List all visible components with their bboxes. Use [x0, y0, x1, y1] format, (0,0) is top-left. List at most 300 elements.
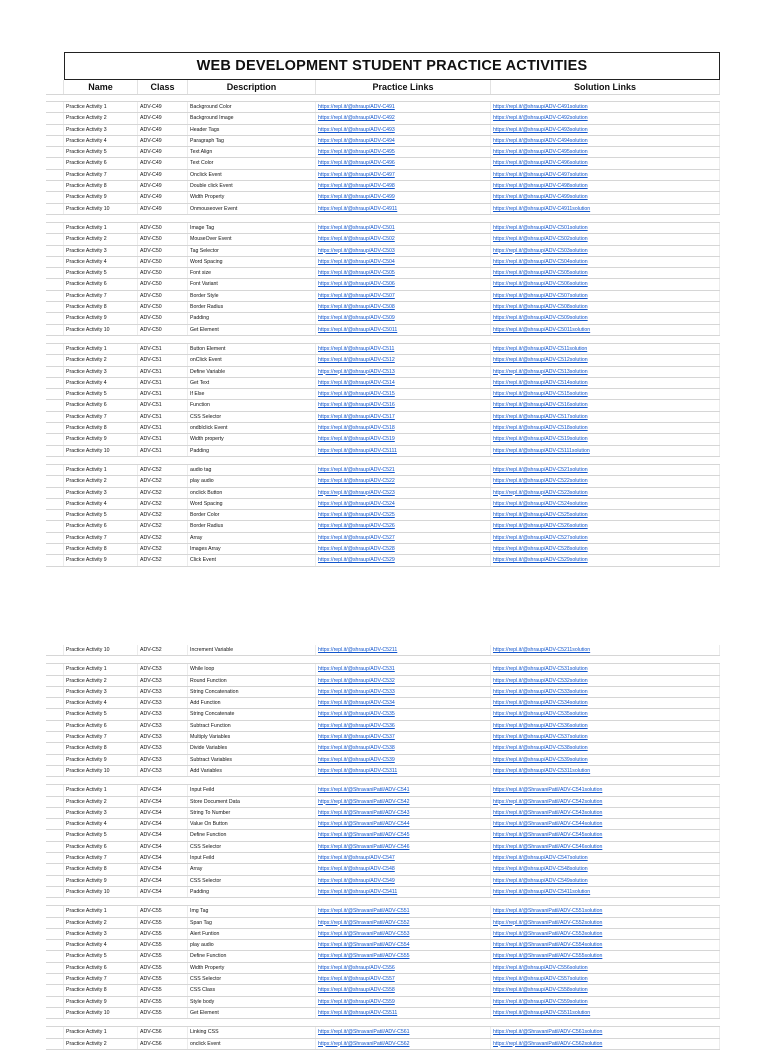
name-cell: Practice Activity 9 — [64, 192, 138, 202]
description-cell: Onmouseover Event — [188, 204, 316, 214]
practice-link[interactable]: https://repl.it/@shraup/ADV-C514 — [316, 378, 491, 388]
row-gutter — [46, 279, 64, 289]
class-cell: ADV-C54 — [138, 853, 188, 863]
practice-link[interactable]: https://repl.it/@shraup/ADV-C508 — [316, 302, 491, 312]
solution-link[interactable]: https://repl.it/@shraup/ADV-C548solution — [491, 864, 720, 874]
class-cell: ADV-C49 — [138, 192, 188, 202]
description-cell: While loop — [188, 664, 316, 674]
solution-link[interactable]: https://repl.it/@shraup/ADV-C503solution — [491, 246, 720, 256]
solution-link[interactable]: https://repl.it/@shraup/ADV-C531solution — [491, 664, 720, 674]
practice-link[interactable]: https://repl.it/@shraup/ADV-C495 — [316, 147, 491, 157]
description-cell: If Else — [188, 389, 316, 399]
description-cell: Get Text — [188, 378, 316, 388]
solution-link[interactable]: https://repl.it/@ShravaniPatil/ADV-C543solution — [491, 808, 720, 818]
practice-link[interactable]: https://repl.it/@ShravaniPatil/ADV-C562 — [316, 1039, 491, 1049]
name-cell: Practice Activity 3 — [64, 687, 138, 697]
solution-link[interactable]: https://repl.it/@shraup/ADV-C516solution — [491, 400, 720, 410]
description-cell: Font size — [188, 268, 316, 278]
class-cell: ADV-C49 — [138, 158, 188, 168]
practice-link[interactable]: https://repl.it/@shraup/ADV-C534 — [316, 698, 491, 708]
solution-link[interactable]: https://repl.it/@shraup/ADV-C4911solution — [491, 204, 720, 214]
practice-link[interactable]: https://repl.it/@shraup/ADV-C499 — [316, 192, 491, 202]
class-cell: ADV-C53 — [138, 732, 188, 742]
row-gutter — [46, 499, 64, 509]
table-row — [46, 446, 720, 457]
table-row — [46, 929, 720, 940]
practice-link[interactable]: https://repl.it/@ShravaniPatil/ADV-C546 — [316, 842, 491, 852]
table-row — [46, 819, 720, 830]
class-cell: ADV-C56 — [138, 1027, 188, 1037]
description-cell: Define Function — [188, 951, 316, 961]
description-cell: Get Element — [188, 1008, 316, 1018]
solution-link[interactable]: https://repl.it/@ShravaniPatil/ADV-C545solution — [491, 830, 720, 840]
practice-link[interactable]: https://repl.it/@shraup/ADV-C525 — [316, 510, 491, 520]
row-gutter — [46, 367, 64, 377]
table-row — [46, 499, 720, 510]
blank-row — [46, 777, 720, 785]
name-cell: Practice Activity 10 — [64, 204, 138, 214]
solution-link[interactable]: https://repl.it/@shraup/ADV-C519solution — [491, 434, 720, 444]
table-row — [46, 876, 720, 887]
practice-link[interactable]: https://repl.it/@shraup/ADV-C556 — [316, 963, 491, 973]
practice-link[interactable]: https://repl.it/@shraup/ADV-C506 — [316, 279, 491, 289]
solution-link[interactable]: https://repl.it/@shraup/ADV-C528solution — [491, 544, 720, 554]
table-row — [46, 378, 720, 389]
description-cell: Width Property — [188, 963, 316, 973]
solution-link[interactable]: https://repl.it/@ShravaniPatil/ADV-C551solution — [491, 906, 720, 916]
practice-link[interactable]: https://repl.it/@ShravaniPatil/ADV-C561 — [316, 1027, 491, 1037]
table-row — [46, 423, 720, 434]
solution-link[interactable]: https://repl.it/@shraup/ADV-C5011solution — [491, 325, 720, 335]
solution-link[interactable]: https://repl.it/@shraup/ADV-C497solution — [491, 170, 720, 180]
description-cell: Add Variables — [188, 766, 316, 776]
name-cell: Practice Activity 4 — [64, 499, 138, 509]
name-cell: Practice Activity 4 — [64, 257, 138, 267]
solution-link[interactable]: https://repl.it/@ShravaniPatil/ADV-C544solution — [491, 819, 720, 829]
practice-link[interactable]: https://repl.it/@shraup/ADV-C497 — [316, 170, 491, 180]
solution-link[interactable]: https://repl.it/@ShravaniPatil/ADV-C541solution — [491, 785, 720, 795]
solution-link[interactable]: https://repl.it/@ShravaniPatil/ADV-C542solution — [491, 797, 720, 807]
class-cell: ADV-C53 — [138, 766, 188, 776]
practice-link[interactable]: https://repl.it/@shraup/ADV-C502 — [316, 234, 491, 244]
solution-link[interactable]: https://repl.it/@shraup/ADV-C496solution — [491, 158, 720, 168]
description-cell: Increment Variable — [188, 645, 316, 655]
class-cell: ADV-C54 — [138, 842, 188, 852]
solution-link[interactable]: https://repl.it/@shraup/ADV-C532solution — [491, 676, 720, 686]
table-row — [46, 940, 720, 951]
practice-link[interactable]: https://repl.it/@shraup/ADV-C559 — [316, 997, 491, 1007]
solution-link[interactable]: https://repl.it/@shraup/ADV-C491solution — [491, 102, 720, 112]
class-cell: ADV-C54 — [138, 830, 188, 840]
row-gutter — [46, 378, 64, 388]
row-gutter — [46, 412, 64, 422]
solution-link[interactable]: https://repl.it/@shraup/ADV-C535solution — [491, 709, 720, 719]
practice-link[interactable]: https://repl.it/@shraup/ADV-C496 — [316, 158, 491, 168]
practice-link[interactable]: https://repl.it/@shraup/ADV-C531 — [316, 664, 491, 674]
solution-link[interactable]: https://repl.it/@shraup/ADV-C522solution — [491, 476, 720, 486]
description-cell: Array — [188, 864, 316, 874]
table-row — [46, 257, 720, 268]
name-cell: Practice Activity 2 — [64, 676, 138, 686]
solution-link[interactable]: https://repl.it/@shraup/ADV-C515solution — [491, 389, 720, 399]
solution-link[interactable]: https://repl.it/@ShravaniPatil/ADV-C555solution — [491, 951, 720, 961]
class-cell: ADV-C55 — [138, 963, 188, 973]
practice-link[interactable]: https://repl.it/@shraup/ADV-C536 — [316, 721, 491, 731]
solution-link[interactable]: https://repl.it/@shraup/ADV-C526solution — [491, 521, 720, 531]
spreadsheet-page-1 — [46, 52, 720, 567]
name-cell: Practice Activity 3 — [64, 367, 138, 377]
practice-link[interactable]: https://repl.it/@shraup/ADV-C533 — [316, 687, 491, 697]
table-row — [46, 204, 720, 215]
row-gutter — [46, 136, 64, 146]
table-row — [46, 158, 720, 169]
class-cell: ADV-C49 — [138, 170, 188, 180]
practice-link[interactable]: https://repl.it/@shraup/ADV-C558 — [316, 985, 491, 995]
table-row — [46, 797, 720, 808]
practice-link[interactable]: https://repl.it/@ShravaniPatil/ADV-C545 — [316, 830, 491, 840]
solution-link[interactable]: https://repl.it/@shraup/ADV-C5311solution — [491, 766, 720, 776]
class-cell: ADV-C55 — [138, 940, 188, 950]
table-row — [46, 344, 720, 355]
solution-link[interactable]: https://repl.it/@ShravaniPatil/ADV-C561solution — [491, 1027, 720, 1037]
description-cell: String Concatenate — [188, 709, 316, 719]
practice-link[interactable]: https://repl.it/@ShravaniPatil/ADV-C543 — [316, 808, 491, 818]
practice-link[interactable]: https://repl.it/@shraup/ADV-C493 — [316, 125, 491, 135]
class-cell: ADV-C54 — [138, 808, 188, 818]
description-cell: Define Function — [188, 830, 316, 840]
description-cell: Border Radius — [188, 521, 316, 531]
description-cell: CSS Selector — [188, 876, 316, 886]
solution-link[interactable]: https://repl.it/@shraup/ADV-C511solution — [491, 344, 720, 354]
name-cell: Practice Activity 10 — [64, 766, 138, 776]
practice-link[interactable]: https://repl.it/@shraup/ADV-C538 — [316, 743, 491, 753]
description-cell: Padding — [188, 446, 316, 456]
table-row — [46, 1027, 720, 1038]
practice-link[interactable]: https://repl.it/@shraup/ADV-C549 — [316, 876, 491, 886]
practice-link[interactable]: https://repl.it/@shraup/ADV-C511 — [316, 344, 491, 354]
row-gutter — [46, 181, 64, 191]
name-cell: Practice Activity 8 — [64, 181, 138, 191]
practice-link[interactable]: https://repl.it/@shraup/ADV-C548 — [316, 864, 491, 874]
solution-link[interactable]: https://repl.it/@shraup/ADV-C492solution — [491, 113, 720, 123]
table-row — [46, 698, 720, 709]
class-cell: ADV-C52 — [138, 555, 188, 565]
solution-link[interactable]: https://repl.it/@shraup/ADV-C523solution — [491, 488, 720, 498]
practice-link[interactable]: https://repl.it/@ShravaniPatil/ADV-C555 — [316, 951, 491, 961]
practice-link[interactable]: https://repl.it/@shraup/ADV-C504 — [316, 257, 491, 267]
practice-link[interactable]: https://repl.it/@shraup/ADV-C516 — [316, 400, 491, 410]
spreadsheet-page-2 — [46, 645, 720, 1050]
description-cell: onclick Button — [188, 488, 316, 498]
practice-link[interactable]: https://repl.it/@shraup/ADV-C5111 — [316, 446, 491, 456]
solution-link[interactable]: https://repl.it/@ShravaniPatil/ADV-C553solution — [491, 929, 720, 939]
table-row — [46, 743, 720, 754]
class-cell: ADV-C54 — [138, 819, 188, 829]
table-row — [46, 521, 720, 532]
solution-link[interactable]: https://repl.it/@shraup/ADV-C559solution — [491, 997, 720, 1007]
solution-link[interactable]: https://repl.it/@shraup/ADV-C502solution — [491, 234, 720, 244]
practice-link[interactable]: https://repl.it/@shraup/ADV-C523 — [316, 488, 491, 498]
practice-link[interactable]: https://repl.it/@shraup/ADV-C503 — [316, 246, 491, 256]
practice-link[interactable]: https://repl.it/@shraup/ADV-C532 — [316, 676, 491, 686]
solution-link[interactable]: https://repl.it/@shraup/ADV-C524solution — [491, 499, 720, 509]
name-cell: Practice Activity 2 — [64, 918, 138, 928]
blank-row — [46, 336, 720, 344]
solution-link[interactable]: https://repl.it/@shraup/ADV-C556solution — [491, 963, 720, 973]
name-cell: Practice Activity 7 — [64, 291, 138, 301]
solution-link[interactable]: https://repl.it/@shraup/ADV-C494solution — [491, 136, 720, 146]
solution-link[interactable]: https://repl.it/@shraup/ADV-C536solution — [491, 721, 720, 731]
class-cell: ADV-C55 — [138, 997, 188, 1007]
name-cell: Practice Activity 5 — [64, 147, 138, 157]
practice-link[interactable]: https://repl.it/@ShravaniPatil/ADV-C541 — [316, 785, 491, 795]
description-cell: Text Color — [188, 158, 316, 168]
name-cell: Practice Activity 6 — [64, 158, 138, 168]
blank-row — [46, 215, 720, 223]
description-cell: audio tag — [188, 465, 316, 475]
name-cell: Practice Activity 6 — [64, 721, 138, 731]
description-cell: Header Tags — [188, 125, 316, 135]
solution-link[interactable]: https://repl.it/@shraup/ADV-C5511solution — [491, 1008, 720, 1018]
solution-link[interactable]: https://repl.it/@shraup/ADV-C537solution — [491, 732, 720, 742]
row-gutter — [46, 906, 64, 916]
name-cell: Practice Activity 1 — [64, 906, 138, 916]
table-row — [46, 645, 720, 656]
table-row — [46, 113, 720, 124]
practice-link[interactable]: https://repl.it/@shraup/ADV-C522 — [316, 476, 491, 486]
solution-link[interactable]: https://repl.it/@shraup/ADV-C514solution — [491, 378, 720, 388]
table-row — [46, 676, 720, 687]
table-body-page-2 — [46, 645, 720, 1050]
practice-link[interactable]: https://repl.it/@shraup/ADV-C494 — [316, 136, 491, 146]
practice-link[interactable]: https://repl.it/@shraup/ADV-C539 — [316, 755, 491, 765]
table-row — [46, 192, 720, 203]
solution-link[interactable]: https://repl.it/@shraup/ADV-C509solution — [491, 313, 720, 323]
class-cell: ADV-C53 — [138, 664, 188, 674]
practice-link[interactable]: https://repl.it/@shraup/ADV-C528 — [316, 544, 491, 554]
row-gutter — [46, 1039, 64, 1049]
class-cell: ADV-C55 — [138, 974, 188, 984]
practice-link[interactable]: https://repl.it/@shraup/ADV-C5411 — [316, 887, 491, 897]
sheet-title: WEB DEVELOPMENT STUDENT PRACTICE ACTIVITIES — [64, 52, 720, 80]
name-cell: Practice Activity 9 — [64, 997, 138, 1007]
practice-link[interactable]: https://repl.it/@shraup/ADV-C547 — [316, 853, 491, 863]
practice-link[interactable]: https://repl.it/@shraup/ADV-C5211 — [316, 645, 491, 655]
practice-link[interactable]: https://repl.it/@shraup/ADV-C501 — [316, 223, 491, 233]
practice-link[interactable]: https://repl.it/@shraup/ADV-C509 — [316, 313, 491, 323]
table-row — [46, 125, 720, 136]
solution-link[interactable]: https://repl.it/@ShravaniPatil/ADV-C554solution — [491, 940, 720, 950]
class-cell: ADV-C53 — [138, 755, 188, 765]
practice-link[interactable]: https://repl.it/@shraup/ADV-C507 — [316, 291, 491, 301]
description-cell: Paragraph Tag — [188, 136, 316, 146]
description-cell: Span Tag — [188, 918, 316, 928]
name-cell: Practice Activity 10 — [64, 1008, 138, 1018]
practice-link[interactable]: https://repl.it/@shraup/ADV-C529 — [316, 555, 491, 565]
solution-link[interactable]: https://repl.it/@shraup/ADV-C495solution — [491, 147, 720, 157]
table-row — [46, 1039, 720, 1050]
class-cell: ADV-C54 — [138, 876, 188, 886]
solution-link[interactable]: https://repl.it/@shraup/ADV-C5411solution — [491, 887, 720, 897]
practice-link[interactable]: https://repl.it/@ShravaniPatil/ADV-C542 — [316, 797, 491, 807]
name-cell: Practice Activity 5 — [64, 830, 138, 840]
solution-link[interactable]: https://repl.it/@shraup/ADV-C517solution — [491, 412, 720, 422]
practice-link[interactable]: https://repl.it/@shraup/ADV-C515 — [316, 389, 491, 399]
solution-link[interactable]: https://repl.it/@shraup/ADV-C533solution — [491, 687, 720, 697]
blank-row — [46, 457, 720, 465]
practice-link[interactable]: https://repl.it/@shraup/ADV-C537 — [316, 732, 491, 742]
practice-link[interactable]: https://repl.it/@shraup/ADV-C512 — [316, 355, 491, 365]
solution-link[interactable]: https://repl.it/@shraup/ADV-C507solution — [491, 291, 720, 301]
practice-link[interactable]: https://repl.it/@ShravaniPatil/ADV-C554 — [316, 940, 491, 950]
practice-link[interactable]: https://repl.it/@shraup/ADV-C492 — [316, 113, 491, 123]
practice-link[interactable]: https://repl.it/@shraup/ADV-C518 — [316, 423, 491, 433]
class-cell: ADV-C52 — [138, 521, 188, 531]
solution-link[interactable]: https://repl.it/@shraup/ADV-C5211solution — [491, 645, 720, 655]
practice-link[interactable]: https://repl.it/@shraup/ADV-C5011 — [316, 325, 491, 335]
description-cell: onClick Event — [188, 355, 316, 365]
class-cell: ADV-C53 — [138, 743, 188, 753]
class-cell: ADV-C51 — [138, 412, 188, 422]
table-row — [46, 951, 720, 962]
practice-link[interactable]: https://repl.it/@shraup/ADV-C4911 — [316, 204, 491, 214]
solution-link[interactable]: https://repl.it/@shraup/ADV-C521solution — [491, 465, 720, 475]
class-cell: ADV-C50 — [138, 302, 188, 312]
name-cell: Practice Activity 2 — [64, 476, 138, 486]
practice-link[interactable]: https://repl.it/@shraup/ADV-C491 — [316, 102, 491, 112]
solution-link[interactable]: https://repl.it/@shraup/ADV-C538solution — [491, 743, 720, 753]
table-row — [46, 555, 720, 566]
row-gutter — [46, 488, 64, 498]
solution-link[interactable]: https://repl.it/@shraup/ADV-C504solution — [491, 257, 720, 267]
practice-link[interactable]: https://repl.it/@ShravaniPatil/ADV-C551 — [316, 906, 491, 916]
solution-link[interactable]: https://repl.it/@shraup/ADV-C518solution — [491, 423, 720, 433]
class-cell: ADV-C53 — [138, 709, 188, 719]
row-gutter — [46, 963, 64, 973]
class-cell: ADV-C52 — [138, 533, 188, 543]
class-cell: ADV-C49 — [138, 147, 188, 157]
solution-link[interactable]: https://repl.it/@ShravaniPatil/ADV-C562solution — [491, 1039, 720, 1049]
practice-link[interactable]: https://repl.it/@shraup/ADV-C513 — [316, 367, 491, 377]
solution-link[interactable]: https://repl.it/@shraup/ADV-C527solution — [491, 533, 720, 543]
practice-link[interactable]: https://repl.it/@ShravaniPatil/ADV-C552 — [316, 918, 491, 928]
class-cell: ADV-C51 — [138, 434, 188, 444]
practice-link[interactable]: https://repl.it/@ShravaniPatil/ADV-C553 — [316, 929, 491, 939]
name-cell: Practice Activity 1 — [64, 785, 138, 795]
row-gutter — [46, 476, 64, 486]
name-cell: Practice Activity 1 — [64, 344, 138, 354]
solution-link[interactable]: https://repl.it/@shraup/ADV-C506solution — [491, 279, 720, 289]
row-gutter — [46, 446, 64, 456]
name-cell: Practice Activity 8 — [64, 302, 138, 312]
row-gutter — [46, 158, 64, 168]
practice-link[interactable]: https://repl.it/@shraup/ADV-C498 — [316, 181, 491, 191]
row-gutter — [46, 268, 64, 278]
row-gutter — [46, 465, 64, 475]
solution-link[interactable]: https://repl.it/@shraup/ADV-C558solution — [491, 985, 720, 995]
table-row — [46, 732, 720, 743]
row-number-header — [46, 80, 64, 94]
solution-link[interactable]: https://repl.it/@shraup/ADV-C499solution — [491, 192, 720, 202]
column-header-row — [46, 80, 720, 95]
practice-link[interactable]: https://repl.it/@shraup/ADV-C535 — [316, 709, 491, 719]
row-gutter — [46, 170, 64, 180]
class-cell: ADV-C55 — [138, 918, 188, 928]
solution-link[interactable]: https://repl.it/@shraup/ADV-C505solution — [491, 268, 720, 278]
solution-link[interactable]: https://repl.it/@shraup/ADV-C549solution — [491, 876, 720, 886]
name-cell: Practice Activity 10 — [64, 325, 138, 335]
name-cell: Practice Activity 4 — [64, 136, 138, 146]
name-cell: Practice Activity 5 — [64, 268, 138, 278]
practice-link[interactable]: https://repl.it/@shraup/ADV-C517 — [316, 412, 491, 422]
solution-link[interactable]: https://repl.it/@shraup/ADV-C557solution — [491, 974, 720, 984]
solution-link[interactable]: https://repl.it/@shraup/ADV-C525solution — [491, 510, 720, 520]
class-cell: ADV-C50 — [138, 268, 188, 278]
solution-link[interactable]: https://repl.it/@shraup/ADV-C508solution — [491, 302, 720, 312]
solution-link[interactable]: https://repl.it/@shraup/ADV-C513solution — [491, 367, 720, 377]
practice-link[interactable]: https://repl.it/@shraup/ADV-C5511 — [316, 1008, 491, 1018]
practice-link[interactable]: https://repl.it/@shraup/ADV-C519 — [316, 434, 491, 444]
row-gutter — [46, 510, 64, 520]
solution-link[interactable]: https://repl.it/@shraup/ADV-C534solution — [491, 698, 720, 708]
practice-link[interactable]: https://repl.it/@shraup/ADV-C521 — [316, 465, 491, 475]
name-cell: Practice Activity 6 — [64, 842, 138, 852]
table-row — [46, 102, 720, 113]
row-gutter — [46, 1027, 64, 1037]
practice-link[interactable]: https://repl.it/@shraup/ADV-C5311 — [316, 766, 491, 776]
name-cell: Practice Activity 3 — [64, 808, 138, 818]
description-cell: Padding — [188, 887, 316, 897]
solution-link[interactable]: https://repl.it/@shraup/ADV-C5111solution — [491, 446, 720, 456]
row-gutter — [46, 423, 64, 433]
solution-link[interactable]: https://repl.it/@ShravaniPatil/ADV-C552solution — [491, 918, 720, 928]
row-gutter — [46, 918, 64, 928]
practice-link[interactable]: https://repl.it/@shraup/ADV-C527 — [316, 533, 491, 543]
solution-link[interactable]: https://repl.it/@shraup/ADV-C498solution — [491, 181, 720, 191]
table-row — [46, 709, 720, 720]
description-cell: String To Number — [188, 808, 316, 818]
practice-link[interactable]: https://repl.it/@shraup/ADV-C526 — [316, 521, 491, 531]
row-gutter — [46, 709, 64, 719]
row-gutter — [46, 544, 64, 554]
table-row — [46, 476, 720, 487]
solution-link[interactable]: https://repl.it/@shraup/ADV-C529solution — [491, 555, 720, 565]
description-cell: Width Property — [188, 192, 316, 202]
solution-link[interactable]: https://repl.it/@shraup/ADV-C501solution — [491, 223, 720, 233]
solution-link[interactable]: https://repl.it/@ShravaniPatil/ADV-C546solution — [491, 842, 720, 852]
practice-link[interactable]: https://repl.it/@shraup/ADV-C505 — [316, 268, 491, 278]
name-cell: Practice Activity 1 — [64, 1027, 138, 1037]
name-cell: Practice Activity 9 — [64, 876, 138, 886]
table-row — [46, 234, 720, 245]
name-cell: Practice Activity 6 — [64, 279, 138, 289]
class-cell: ADV-C55 — [138, 1008, 188, 1018]
solution-link[interactable]: https://repl.it/@shraup/ADV-C547solution — [491, 853, 720, 863]
name-cell: Practice Activity 4 — [64, 378, 138, 388]
name-cell: Practice Activity 10 — [64, 446, 138, 456]
name-cell: Practice Activity 5 — [64, 709, 138, 719]
practice-link[interactable]: https://repl.it/@shraup/ADV-C557 — [316, 974, 491, 984]
class-cell: ADV-C54 — [138, 785, 188, 795]
practice-link[interactable]: https://repl.it/@shraup/ADV-C524 — [316, 499, 491, 509]
solution-link[interactable]: https://repl.it/@shraup/ADV-C512solution — [491, 355, 720, 365]
solution-link[interactable]: https://repl.it/@shraup/ADV-C493solution — [491, 125, 720, 135]
row-gutter — [46, 887, 64, 897]
row-gutter — [46, 1008, 64, 1018]
description-cell: play audio — [188, 940, 316, 950]
solution-link[interactable]: https://repl.it/@shraup/ADV-C539solution — [491, 755, 720, 765]
practice-link[interactable]: https://repl.it/@ShravaniPatil/ADV-C544 — [316, 819, 491, 829]
